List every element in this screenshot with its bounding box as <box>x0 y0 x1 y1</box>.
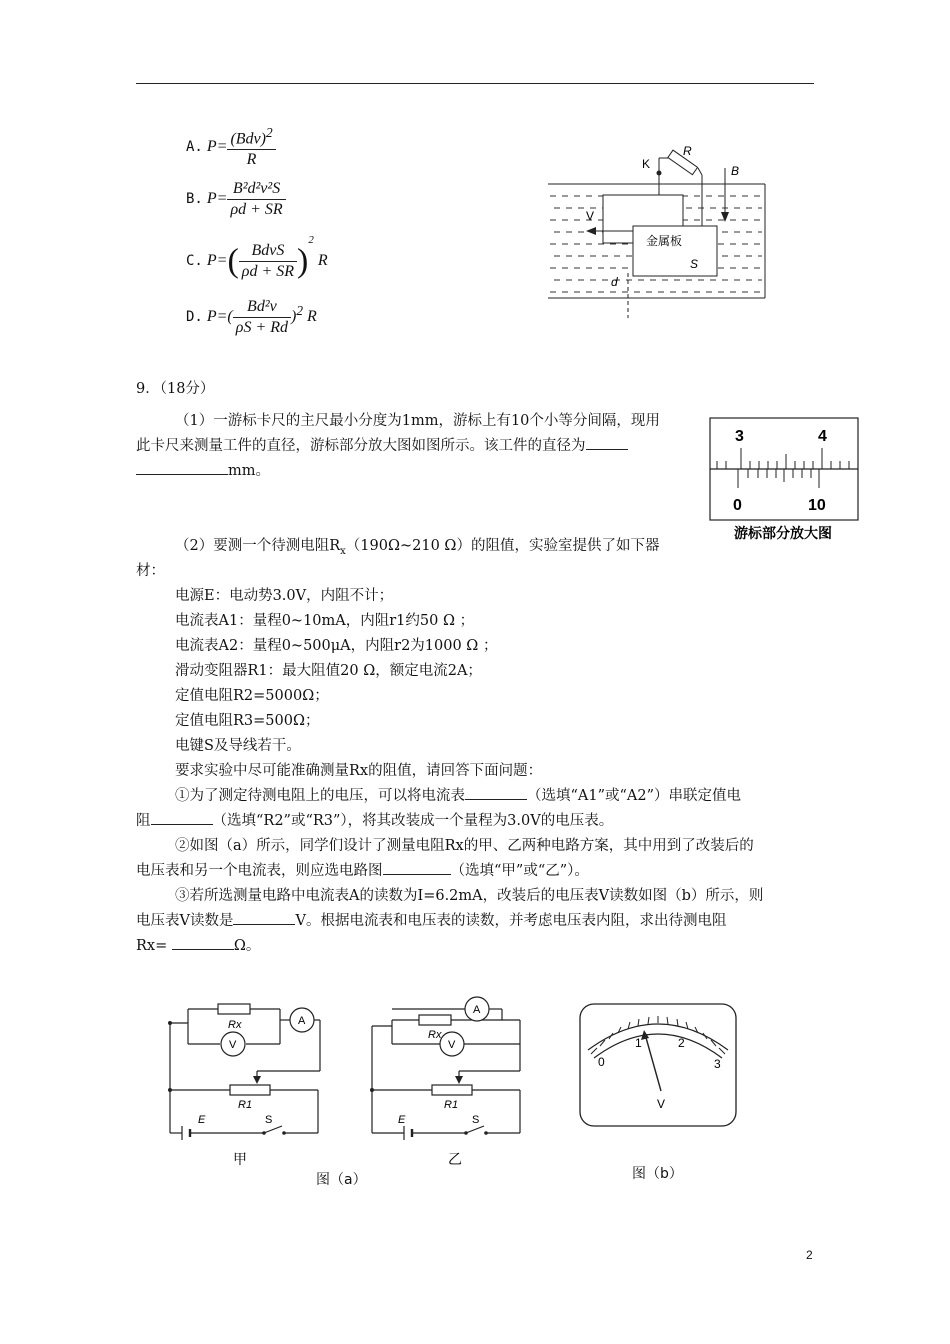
q9-p2-line2: 材： <box>136 563 165 579</box>
rheostat-r1 <box>432 1085 472 1095</box>
caliper-main-4: 4 <box>818 428 827 445</box>
label-rx: Rx <box>228 1019 242 1031</box>
dial-label-3: 3 <box>714 1057 721 1071</box>
option-tail: R <box>317 252 328 269</box>
vernier-caliper-figure <box>708 416 860 544</box>
option-label: C. <box>186 253 203 269</box>
rheostat-r1 <box>230 1085 270 1095</box>
option-exp: 2 <box>265 125 273 140</box>
option-den: R <box>246 151 257 169</box>
q3-text-d: Rx= <box>136 938 168 954</box>
resistor-rx <box>218 1004 250 1014</box>
option-tail: R <box>307 308 317 326</box>
dial-label-0: 0 <box>598 1055 605 1069</box>
option-p: P=( <box>206 308 233 326</box>
caliper-vern-10: 10 <box>808 497 826 514</box>
voltmeter-dial-figure <box>578 1002 740 1130</box>
label-s: S <box>472 1114 480 1126</box>
option-p: P= <box>206 190 228 208</box>
option-label: D. <box>186 309 203 326</box>
option-p: P= <box>206 137 228 155</box>
q3-text-e: Ω。 <box>233 938 261 954</box>
q9-p2-line1-a: （2）要测一个待测电阻R <box>175 538 341 554</box>
q9-p2-line1-b: （190Ω~210 Ω）的阻值，实验室提供了如下器 <box>345 538 660 554</box>
top-rule <box>136 83 814 84</box>
caption-fig-b: 图（b） <box>632 1166 683 1182</box>
label-d: d <box>611 275 618 289</box>
q1-line1 <box>175 784 741 809</box>
q9-p2-line1 <box>175 534 659 564</box>
label-r: R <box>683 144 692 158</box>
q9-p1-line2-text: 此卡尺来测量工件的直径，游标部分放大图如图所示。该工件的直径为 <box>136 438 586 454</box>
page-number: 2 <box>806 1248 813 1262</box>
option-num: Bd²v <box>233 298 291 318</box>
q9-p1-line3 <box>136 459 270 484</box>
option-d <box>186 298 317 337</box>
equipment-item: 滑动变阻器R1：最大阻值20 Ω，额定电流2A； <box>175 663 482 679</box>
label-r1: R1 <box>444 1099 459 1111</box>
answer-blank-resistor[interactable] <box>151 810 213 825</box>
option-label: A. <box>186 138 203 155</box>
equipment-item: 电键S及导线若干。 <box>175 738 301 754</box>
metal-plate-figure <box>540 138 780 323</box>
caption-fig-a: 图（a） <box>316 1172 367 1188</box>
label-r1: R1 <box>238 1099 253 1111</box>
option-den: ρd + SR <box>230 201 283 218</box>
dial-unit: V <box>657 1097 666 1111</box>
label-v: V <box>448 1039 456 1051</box>
label-v: V <box>586 209 595 223</box>
q3-line2 <box>136 909 726 934</box>
answer-blank-rx[interactable] <box>172 935 234 950</box>
equipment-item: 定值电阻R3=500Ω； <box>175 713 320 729</box>
caliper-caption: 游标部分放大图 <box>734 525 832 541</box>
q2-text-b: 电压表和另一个电流表，则应选电路图 <box>136 863 383 879</box>
label-s: S <box>265 1114 273 1126</box>
q2-text-c: （选填“甲”或“乙”）。 <box>450 863 589 879</box>
option-label: B. <box>186 191 203 208</box>
answer-blank-voltage[interactable] <box>233 910 295 925</box>
label-k: K <box>642 157 651 171</box>
option-exp: 2 <box>296 302 304 318</box>
option-exp: 2 <box>308 234 314 246</box>
answer-blank-diameter-cont[interactable] <box>136 460 228 475</box>
answer-blank-ammeter[interactable] <box>465 785 527 800</box>
q9-p2-line1-sub: x <box>340 545 346 557</box>
v-arrow <box>586 227 596 235</box>
dial-label-1: 1 <box>635 1036 642 1050</box>
equipment-item: 电流表A2：量程0~500μA，内阻r2为1000 Ω ； <box>175 638 498 654</box>
q1-text-d: （选填“R2”或“R3”），将其改装成一个量程为3.0V的电压表。 <box>212 813 614 829</box>
option-c: C. P=( $\frac{\text{BdvS}}{\rho d + SR}$ )$^2$ R <box>186 234 328 280</box>
q3-text-c: V。根据电流表和电压表的读数，并考虑电压表内阻，求出待测电阻 <box>295 913 727 929</box>
label-v: V <box>229 1039 237 1051</box>
label-e: E <box>198 1114 206 1126</box>
circuit-jia <box>160 996 340 1171</box>
q1-line2 <box>136 809 613 834</box>
option-b <box>186 180 286 219</box>
label-e: E <box>398 1114 406 1126</box>
label-b: B <box>731 164 740 178</box>
q1-text-b: （选填“A1”或“A2”）串联定值电 <box>527 788 742 804</box>
label-yi: 乙 <box>448 1151 462 1167</box>
resistor-rx <box>419 1015 451 1025</box>
caliper-vern-0: 0 <box>733 497 742 514</box>
answer-blank-circuit[interactable] <box>383 860 451 875</box>
label-s: S <box>690 257 699 271</box>
caliper-main-3: 3 <box>735 428 744 445</box>
label-plate: 金属板 <box>646 234 683 248</box>
equipment-item: 定值电阻R2=5000Ω； <box>175 688 329 704</box>
q9-header: 9．（18分） <box>136 381 215 397</box>
q1-text-c: 阻 <box>136 813 151 829</box>
requirement-line: 要求实验中尽可能准确测量Rx的阻值，请回答下面问题： <box>175 763 543 779</box>
q2-line1: ②如图（a）所示，同学们设计了测量电阻Rx的甲、乙两种电路方案，其中用到了改装后的 <box>175 838 754 854</box>
option-den: ρS + Rd <box>235 319 289 336</box>
option-close: ) <box>291 308 297 326</box>
option-num: (Bdv) <box>230 130 266 148</box>
q3-text-b: 电压表V读数是 <box>136 913 234 929</box>
option-a <box>186 125 276 169</box>
option-num: BdvS <box>239 242 297 262</box>
q3-line3 <box>136 934 260 959</box>
label-jia: 甲 <box>233 1151 247 1167</box>
label-a: A <box>473 1004 481 1016</box>
option-p: P= <box>206 252 228 269</box>
q9-p1-line3-text: mm。 <box>228 463 270 479</box>
circuit-yi <box>362 990 542 1170</box>
answer-blank-diameter[interactable] <box>586 435 628 450</box>
q9-p1-line1: （1）一游标卡尺的主尺最小分度为1mm，游标上有10个小等分间隔，现用 <box>175 413 660 429</box>
q3-line1: ③若所选测量电路中电流表A的读数为I=6.2mA，改装后的电压表V读数如图（b）所示，则 <box>175 888 764 904</box>
label-a: A <box>298 1015 306 1027</box>
equipment-item: 电源E：电动势3.0V，内阻不计； <box>175 588 394 604</box>
dial-label-2: 2 <box>678 1036 685 1050</box>
equipment-item: 电流表A1：量程0~10mA，内阻r1约50 Ω ； <box>175 613 475 629</box>
q2-line2 <box>136 859 589 884</box>
option-num: B²d²v²S <box>227 180 285 200</box>
option-den: ρd + SR <box>241 262 295 280</box>
q1-text-a: ①为了测定待测电阻上的电压，可以将电流表 <box>175 788 465 804</box>
label-rx: Rx <box>428 1029 442 1041</box>
q9-p1-line2 <box>136 434 628 459</box>
